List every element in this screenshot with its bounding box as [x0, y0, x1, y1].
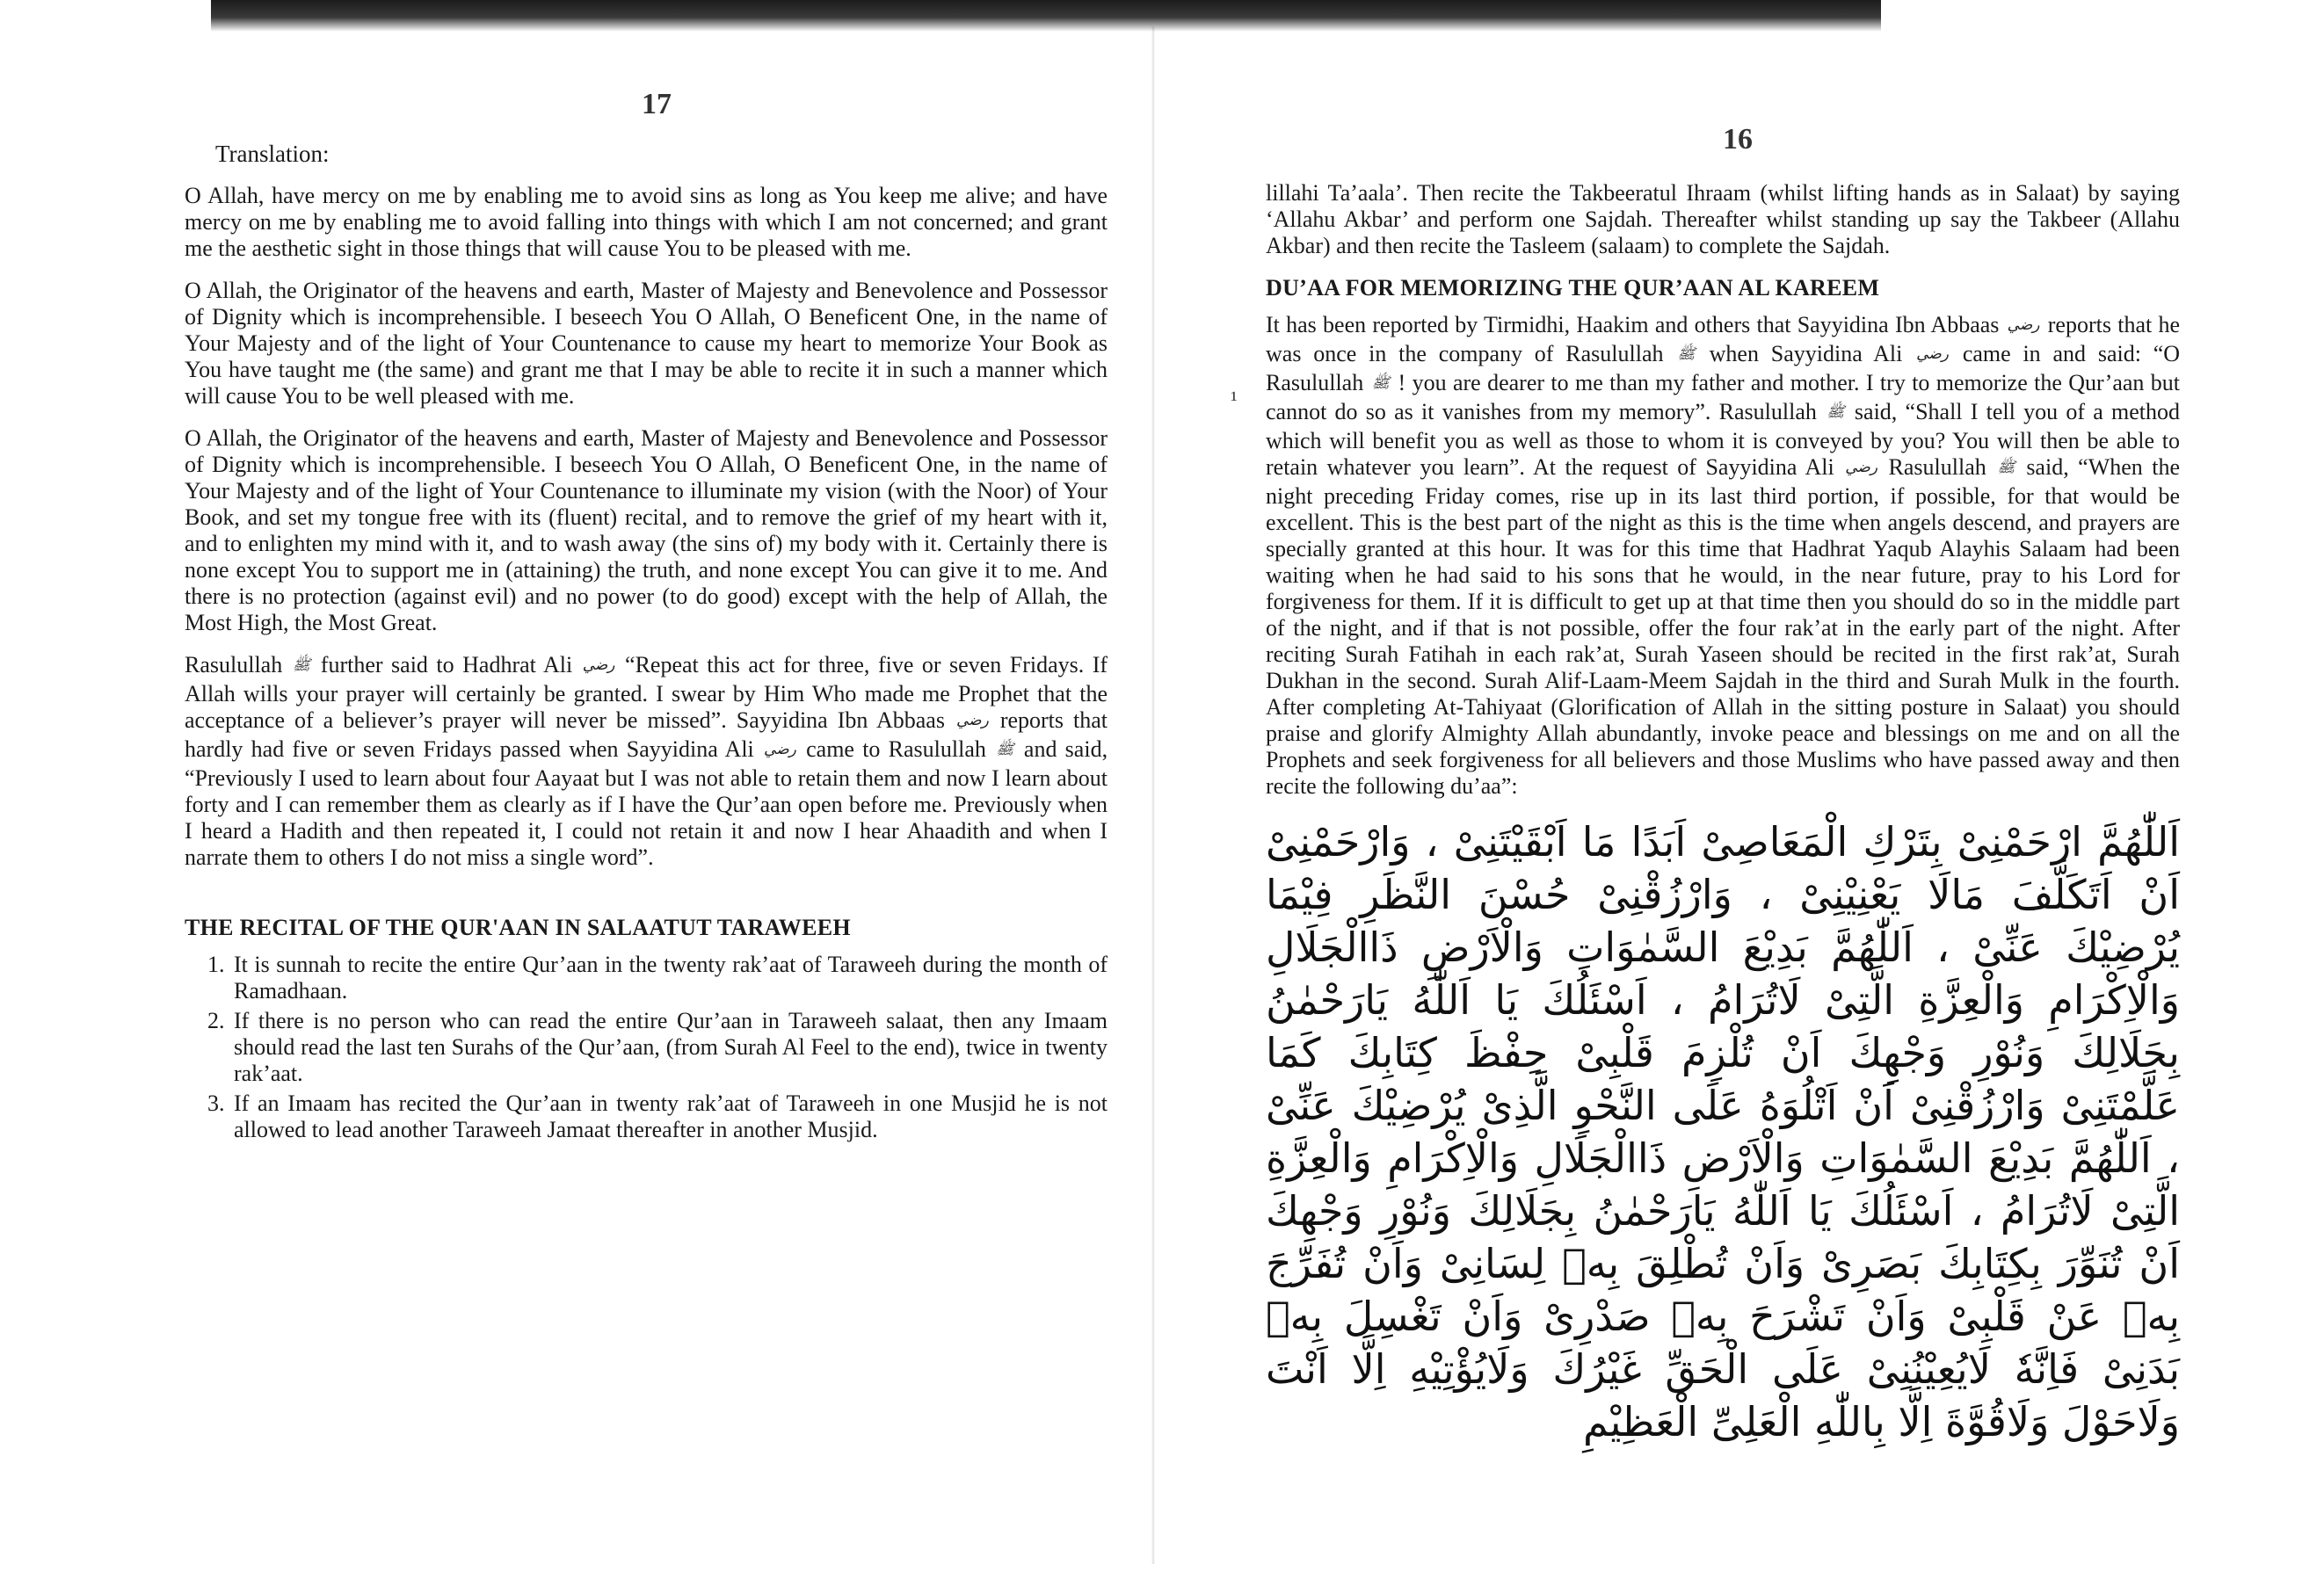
text-span: came to Rasulullah: [806, 736, 986, 762]
text-span: said, “When the night preceding Friday comes, rise up in its last third portion, if possible, for that would be excellent. This is the best part of the night as this is the time when angels descend, and prayers are specially granted at this hour. It was for this time that Hadhrat Yaqub Alayhis Salaam had been waiting when he had said to his sons that he would, in the near future, pray to his Lord for forgiveness for them. If it is difficult to get up at that time then you should do so in the middle part of the night, and if that is not possible, offer the four rak’at in the early part of the night. After reciting Surah Fatihah in each rak’at, Surah Yaseen should be recited in the first rak’at, Surah Dukhan in the second. Surah Alif-Laam-Meem Sajdah in the third and Surah Mulk in the fourth. After completing At-Tahiyaat (Glorification of Allah in the sitting posture in Salaat) you should praise and glorify Almighty Allah abundantly, invoke peace and blessings on me and on all the Prophets and seek forgiveness for all believers and those Muslims who have passed away and then recite the following du’aa”:: [1266, 454, 2181, 799]
salutation-icon: ﷺ: [1997, 459, 2015, 476]
text-span: Rasulullah: [185, 652, 283, 677]
book-gutter: [1151, 26, 1155, 1564]
taraweeh-list: [185, 952, 1108, 1143]
section-heading-taraweeh: THE RECITAL OF THE QUR'AAN IN SALAATUT TARAWEEH: [185, 915, 851, 940]
page-number-left: 17: [642, 88, 672, 120]
text-span: and said, “Previously I used to learn about four Aayaat but I was not able to retain them and now I learn about forty and I can remember them as clearly as if I have the Qur’aan open before me. Previously when I heard a Hadith and then repeated it, I could not retain it and now I hear Ahaadith and when I narrate them to others I do not miss a single word”.: [185, 736, 1108, 870]
translation-paragraph-2: O Allah, the Originator of the heavens and earth, Master of Majesty and Benevolence and Possessor of Dignity which is incomprehensible. I beseech You O Allah, O Beneficent One, in the name of Your Majesty and of the light of Your Countenance to cause my heart to memorize Your Book as You have taught me (the same) and grant me that I may be able to recite it in such a manner which will cause You to be well pleased with me.: [185, 278, 1108, 409]
text-span: said, “Shall I tell you of a method which will benefit you as well as those to whom it is conveyed by you? You will then be able to retain whatever you learn”. At the request of Sayyidina Ali: [1266, 399, 2181, 480]
salutation-icon: ﷺ: [1371, 374, 1391, 392]
text-span: “Repeat this act for three, five or seven Fridays. If Allah wills your prayer will certainly be granted. I swear by Him Who made me Prophet that the acceptance of a believer’s prayer will never be missed”. Sayyidina Ibn Abbaas: [185, 652, 1108, 733]
text-span: ! you are dearer to me than my father and mother. I try to memorize the Qur’aan but cannot do so as it vanishes from my memory”. Rasulullah: [1266, 370, 2181, 424]
salutation-icon: ﷺ: [1677, 345, 1696, 363]
arabic-dua-text: اَللّٰهُمَّ ارْحَمْنِىْ بِتَرْكِ الْمَعَاصِىْ اَبَدًا مَا اَبْقَيْتَنِىْ ، وَارْحَمْنِىْ اَنْ اَتَكَلَّفَ مَالَا يَعْنِيْنِىْ ، وَارْزُقْنِىْ حُسْنَ النَّظَرِ فِيْمَا يُرْضِيْكَ عَنِّىْ ، اَللّٰهُمَّ بَدِيْعَ السَّمٰوَاتِ وَالْاَرْضِ ذَاالْجَلَالِ وَالْاِكْرَامِ وَالْعِزَّةِ الَّتِىْ لَاتُرَامُ ، اَسْئَلُكَ يَا اَللّٰهُ يَارَحْمٰنُ بِجَلَالِكَ وَنُوْرِ وَجْهِكَ اَنْ تُلْزِمَ قَلْبِىْ حِفْظَ كِتَابِكَ كَمَا عَلَّمْتَنِىْ وَارْزُقْنِىْ اَنْ اَتْلُوَهُ عَلَى النَّحْوِ الَّذِىْ يُرْضِيْكَ عَنِّىْ ، اَللّٰهُمَّ بَدِيْعَ السَّمٰوَاتِ وَالْاَرْضِ ذَاالْجَلَالِ وَالْاِكْرَامِ وَالْعِزَّةِ الَّتِىْ لَاتُرَامُ ، اَسْئَلُكَ يَا اَللّٰهُ يَارَحْمٰنُ بِجَلَالِكَ وَنُوْرِ وَجْهِكَ اَنْ تُنَوِّرَ بِكِتَابِكَ بَصَرِىْ وَاَنْ تُطْلِقَ بِهٖ لِسَانِىْ وَاَنْ تُفَرِّجَ بِهٖ عَنْ قَلْبِىْ وَاَنْ تَشْرَحَ بِهٖ صَدْرِىْ وَاَنْ تَغْسِلَ بِهٖ بَدَنِىْ فَاِنَّهٗ لَايُعِيْنُنِىْ عَلَى الْحَقِّ غَيْرُكَ وَلَايُؤْتِيْهِ اِلَّا اَنْتَ وَلَاحَوْلَ وَلَاقُوَّةَ اِلَّا بِاللّٰهِ الْعَلِىِّ الْعَظِيْمِ: [1266, 818, 2180, 1445]
salutation-icon: ﷺ: [996, 741, 1014, 758]
right-page-text: [1266, 180, 2180, 1448]
text-span: Rasulullah: [1888, 454, 1986, 480]
salutation-icon: ﷺ: [292, 656, 311, 674]
salutation-icon: رضي: [582, 656, 615, 674]
salutation-icon: رضي: [764, 741, 796, 758]
salutation-icon: رضي: [1845, 459, 1878, 476]
page-number-right: 16: [1723, 123, 1753, 156]
salutation-icon: رضي: [2007, 316, 2040, 334]
list-item: 3. If an Imaam has recited the Qur’aan in twenty rak’aat of Taraweeh in one Musjid he is not allowed to lead another Taraweeh Jamaat thereafter in another Musjid.: [230, 1090, 1108, 1143]
text-span: when Sayyidina Ali: [1709, 341, 1903, 366]
salutation-icon: رضي: [955, 712, 989, 729]
translation-paragraph-3: O Allah, the Originator of the heavens and earth, Master of Majesty and Benevolence and Possessor of Dignity which is incomprehensible. I beseech You O Allah, O Beneficent One, in the name of Your Majesty and of the light of Your Countenance to illuminate my vision (with the Noor) of Your Book, and set my tongue free with its (fluent) recital, and to remove the grief of my heart with it, and to enlighten my mind with it, and to wash away (the sins of) my body with it. Certainly there is none except You to support me in (attaining) the truth, and none except You can give it to me. And there is no protection (against evil) and no power (to do good) except with the help of Allah, the Most High, the Most Great.: [185, 425, 1108, 635]
list-item: 1. It is sunnah to recite the entire Qur’aan in the twenty rak’aat of Taraweeh during the month of Ramadhaan.: [230, 952, 1108, 1004]
list-item: 2. If there is no person who can read the entire Qur’aan in Taraweeh salaat, then any Imaam should read the last ten Surahs of the Qur’aan, (from Surah Al Feel to the end), twice in twenty rak’aat.: [230, 1008, 1108, 1087]
translation-label: Translation:: [215, 141, 330, 167]
text-span: reports that he was once in the company of Rasulullah: [1266, 312, 2181, 366]
text-span: came in and said: “O Rasulullah: [1266, 341, 2181, 395]
salutation-icon: رضي: [1916, 345, 1949, 363]
text-span: reports that hardly had five or seven Fridays passed when Sayyidina Ali: [185, 707, 1108, 762]
text-span: It has been reported by Tirmidhi, Haakim and others that Sayyidina Ibn Abbaas: [1266, 312, 2000, 337]
intro-paragraph: lillahi Ta’aala’. Then recite the Takbeeratul Ihraam (whilst lifting hands as in Salaat) by saying ‘Allahu Akbar’ and perform one Sajdah. Thereafter whilst standing up say the Takbeer (Allahu Akbar) and then recite the Tasleem (salaam) to complete the Sajdah.: [1266, 180, 2180, 258]
rasulullah-paragraph: [185, 652, 1108, 871]
translation-paragraph-1: O Allah, have mercy on me by enabling me to avoid sins as long as You keep me alive; and have mercy on me by enabling me to avoid falling into things with which I am not concerned; and grant me the aesthetic sight in those things that will cause You to be pleased with me.: [185, 183, 1108, 261]
salutation-icon: ﷺ: [1827, 403, 1845, 421]
margin-mark: ¹: [1231, 387, 1238, 412]
scan-edge-shadow: [211, 0, 1881, 32]
text-span: further said to Hadhrat Ali: [320, 652, 573, 677]
left-page-text: [185, 141, 1108, 1147]
section-heading-dua: DU’AA FOR MEMORIZING THE QUR’AAN AL KAREEM: [1266, 275, 1880, 301]
dua-narration-paragraph: [1266, 312, 2180, 800]
